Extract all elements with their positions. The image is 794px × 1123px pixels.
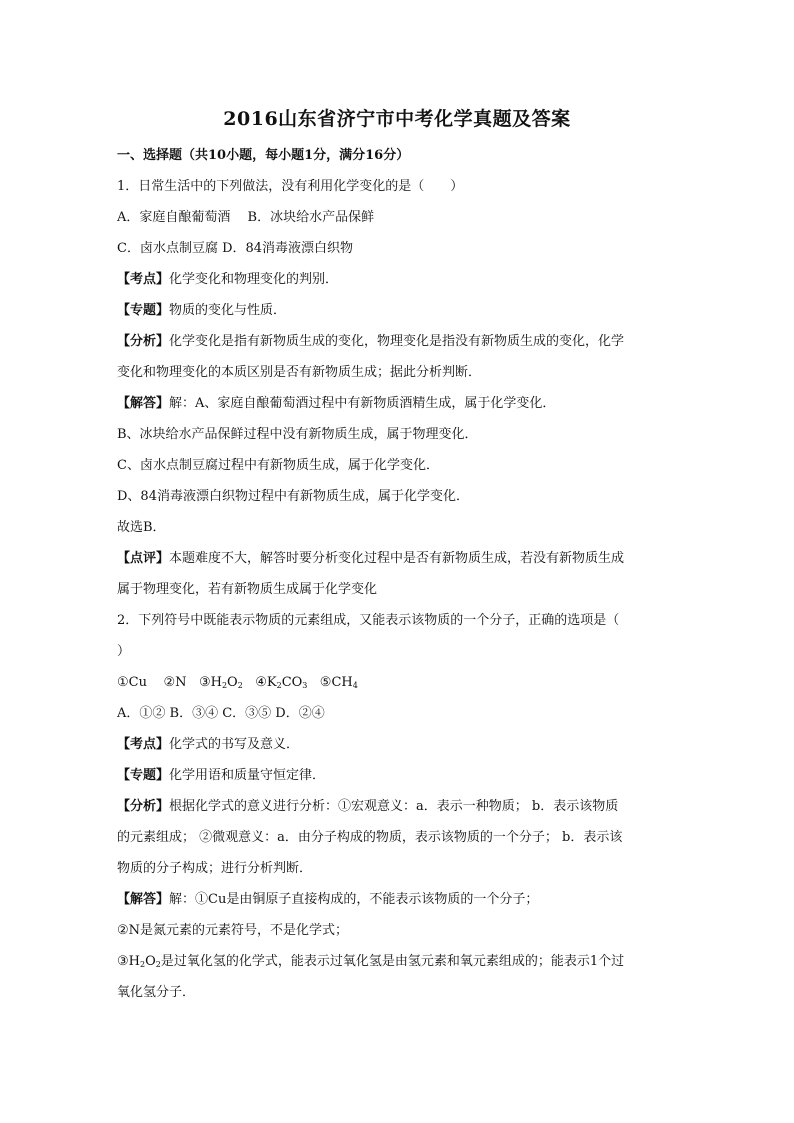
q1-zhuanti-text: 物质的变化与性质． <box>169 303 287 318</box>
symbol-ch4: $⑤CH_4$ <box>319 675 358 690</box>
q2-zhuanti-text: 化学用语和质量守恒定律． <box>169 768 326 783</box>
q2-stem-2: ） <box>117 644 131 659</box>
symbol-n: ②N <box>163 675 187 690</box>
q1-kaodian-text: 化学变化和物理变化的判别． <box>169 272 339 287</box>
q1-jieda <box>117 394 677 425</box>
jieda-tag: 【解答】 <box>117 892 170 907</box>
q1-options-cd: C．卤水点制豆腐 D．84消毒液漂白织物 <box>117 241 354 256</box>
fenxi-tag: 【分析】 <box>117 334 170 349</box>
symbol-cu: ①Cu <box>117 675 147 690</box>
q2-zhuanti <box>117 766 677 797</box>
document-body <box>117 146 677 1014</box>
q2-jieda-text-3: $③H_2O_2$是过氧化氢的化学式，能表示过氧化氢是由氢元素和氧元素组成的；能表示1个过 <box>117 954 625 969</box>
zhuanti-tag: 【专题】 <box>117 303 170 318</box>
q2-stem-1: 2．下列符号中既能表示物质的元素组成，又能表示该物质的一个分子，正确的选项是（ <box>117 613 620 628</box>
q1-answer: 故选B． <box>117 520 166 535</box>
q2-fenxi-text-1: 根据化学式的意义进行分析：①宏观意义：a．表示一种物质； b．表示该物质 <box>169 799 619 814</box>
q2-symbols <box>117 673 677 704</box>
kaodian-tag: 【考点】 <box>117 737 170 752</box>
q1-dianping-text-1: 本题难度不大，解答时要分析变化过程中是否有新物质生成，若没有新物质生成 <box>169 551 625 566</box>
q1-jieda-text-3: C、卤水点制豆腐过程中有新物质生成，属于化学变化． <box>117 458 439 473</box>
q2-kaodian-text: 化学式的书写及意义． <box>169 737 300 752</box>
symbol-k2co3: $④K_2CO_3$ <box>255 675 308 690</box>
dianping-tag: 【点评】 <box>117 551 170 566</box>
q1-fenxi-text-2: 变化和物理变化的本质区别是否有新物质生成；据此分析判断． <box>117 365 482 380</box>
q1-stem: 1．日常生活中的下列做法，没有利用化学变化的是（ ） <box>117 179 464 194</box>
q1-fenxi <box>117 332 677 363</box>
q1-dianping-text-2: 属于物理变化，若有新物质生成属于化学变化 <box>117 582 378 597</box>
section-heading: 一、选择题（共10小题，每小题1分，满分16分） <box>117 148 410 163</box>
q2-jieda-text-1: 解：①Cu是由铜原子直接构成的，不能表示该物质的一个分子； <box>169 892 539 907</box>
q1-zhuanti <box>117 301 677 332</box>
q2-fenxi-text-2: 的元素组成； ②微观意义：a．由分子构成的物质，表示该物质的一个分子； b．表示该 <box>117 830 623 845</box>
q1-jieda-text-2: B、冰块给水产品保鲜过程中没有新物质生成，属于物理变化． <box>117 427 478 442</box>
q1-dianping <box>117 549 677 580</box>
q2-jieda <box>117 890 677 921</box>
q2-options: A．①② B．③④ C．③⑤ D．②④ <box>117 706 325 721</box>
q2-fenxi <box>117 797 677 828</box>
q1-options-ab: A．家庭自酿葡萄酒 B．冰块给水产品保鲜 <box>117 210 375 225</box>
q1-fenxi-text-1: 化学变化是指有新物质生成的变化，物理变化是指没有新物质生成的变化，化学 <box>169 334 625 349</box>
symbol-h2o2: $③H_2O_2$ <box>198 675 243 690</box>
q2-jieda-text-2: ②N是氮元素的元素符号，不是化学式； <box>117 923 349 938</box>
fenxi-tag: 【分析】 <box>117 799 170 814</box>
zhuanti-tag: 【专题】 <box>117 768 170 783</box>
q2-jieda-text-4: 氧化氢分子． <box>117 985 196 1000</box>
q1-jieda-text-1: 解：A、家庭自酿葡萄酒过程中有新物质酒精生成，属于化学变化． <box>169 396 556 411</box>
page-title: 2016山东省济宁市中考化学真题及答案 <box>223 108 571 130</box>
q1-kaodian <box>117 270 677 301</box>
q2-fenxi-text-3: 物质的分子构成；进行分析判断． <box>117 861 313 876</box>
kaodian-tag: 【考点】 <box>117 272 170 287</box>
jieda-tag: 【解答】 <box>117 396 170 411</box>
q2-kaodian <box>117 735 677 766</box>
q1-jieda-text-4: D、84消毒液漂白织物过程中有新物质生成，属于化学变化． <box>117 489 469 504</box>
